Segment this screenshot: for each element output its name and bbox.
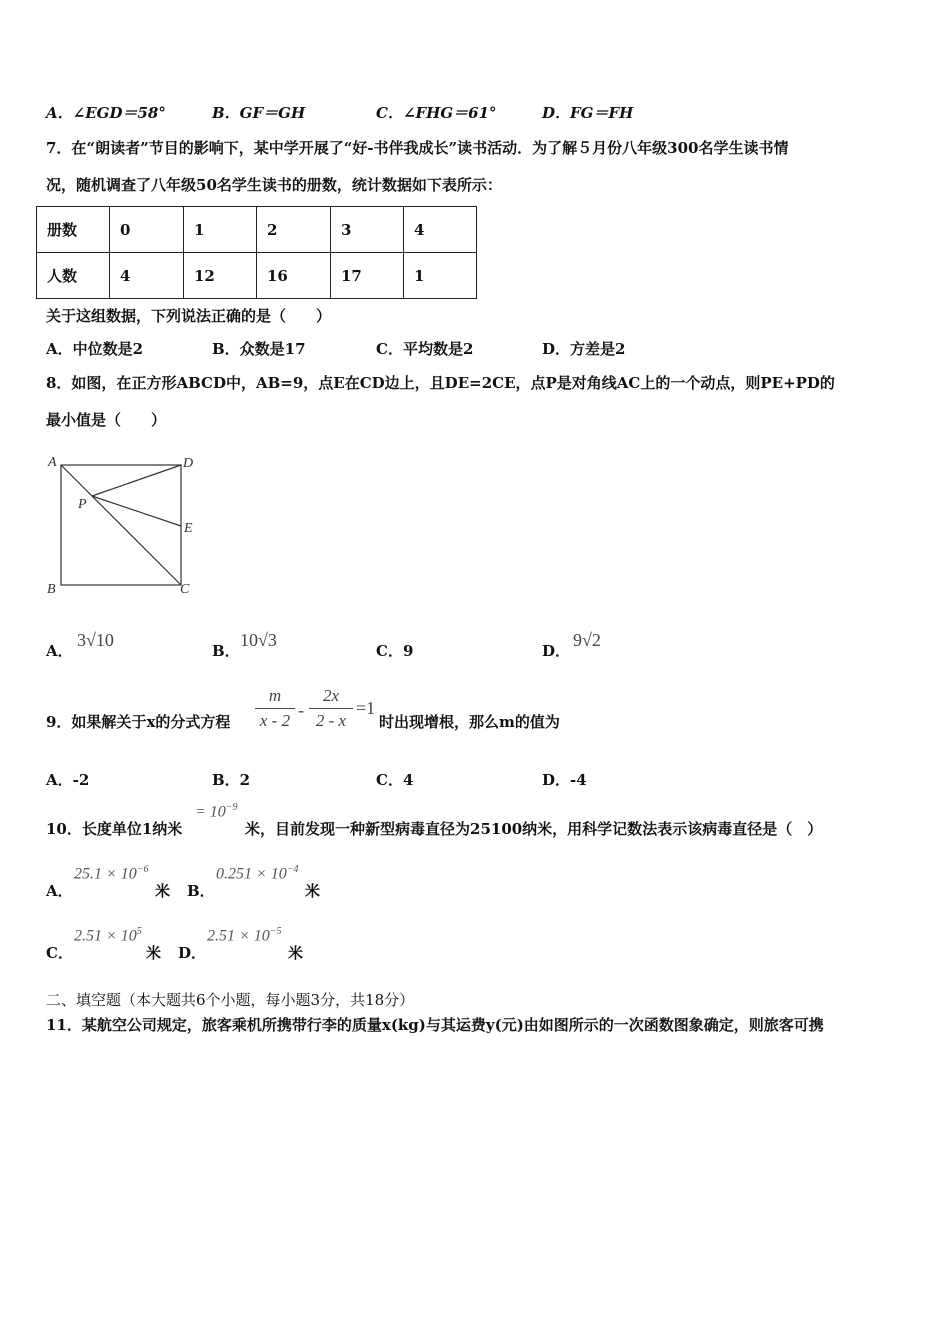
q8-line1: 8．如图，在正方形ABCD中，AB=9，点E在CD边上，且DE=2CE，点P是对角线AC上的一个动点，则PE+PD的: [46, 374, 835, 392]
q10-option-b-base: 0.251 × 10: [216, 865, 287, 883]
q9-prefix: 9．如果解关于x的分式方程: [46, 713, 231, 731]
q8-option-b: [212, 640, 240, 661]
table-cell: 3: [331, 207, 404, 253]
q10-option-b-value: [216, 864, 299, 883]
table-cell: 0: [110, 207, 184, 253]
q10-option-a-value: [74, 864, 149, 883]
q10-prefix: 10．长度单位1纳米: [46, 820, 183, 838]
q9-equals-one: =1: [356, 698, 376, 718]
table-cell: 1: [404, 253, 477, 299]
q10-option-a-base: 25.1 × 10: [74, 865, 137, 883]
table-cell: 17: [331, 253, 404, 299]
q7-line1: 7．在“朗读者”节目的影响下，某中学开展了“好-书伴我成长”读书活动．为了解５月份八年级300名学生读书情: [46, 139, 789, 157]
q8-option-a-value: 3√10: [77, 630, 114, 650]
q10-eq-base: = 10: [195, 803, 226, 821]
q6-option-c: C．∠FHG＝61°: [376, 104, 497, 122]
label-e: E: [184, 521, 193, 536]
q11-line1: 11．某航空公司规定，旅客乘机所携带行李的质量x(kg)与其运费y(元)由如图所示的一次函数图象确定，则旅客可携: [46, 1016, 824, 1034]
table-cell: 4: [404, 207, 477, 253]
q10-option-d-base: 2.51 × 10: [207, 927, 270, 945]
label-a: A: [48, 455, 57, 470]
label-c: C: [180, 582, 190, 597]
q10-eq-exp: −9: [225, 802, 238, 813]
q9-option-a: A．-2: [46, 771, 90, 789]
q9-frac2-numerator: 2x: [322, 686, 340, 705]
q10-option-a-exp: −6: [136, 864, 149, 875]
q9-frac1-numerator: m: [268, 686, 282, 705]
table-cell: 12: [184, 253, 257, 299]
q7-option-b: B．众数是17: [212, 340, 306, 358]
q6-option-d: D．FG＝FH: [542, 104, 634, 122]
q9-option-d: D．-4: [542, 771, 587, 789]
table-cell: 2: [257, 207, 331, 253]
label-d: D: [183, 456, 194, 471]
q8-option-d-value: 9√2: [573, 630, 601, 650]
q8-option-c: C．9: [376, 642, 414, 660]
table-row-books: [37, 207, 477, 253]
q9-options: [0, 769, 950, 791]
q10-option-c-value: [74, 926, 142, 945]
segment-pe: [92, 496, 181, 526]
q7-data-table: [36, 206, 477, 299]
q9-suffix: 时出现增根，那么m的值为: [379, 713, 560, 731]
q10-option-c-label: C．: [46, 944, 73, 962]
q10-option-a-label: A．: [46, 882, 73, 900]
q10-option-d-label: D．: [178, 944, 207, 962]
q10-option-a-unit: 米: [155, 882, 171, 900]
q6-option-a: A．∠EGD＝58°: [46, 104, 166, 122]
q10-option-c-unit: 米: [146, 944, 162, 962]
q8-option-b-label: B．: [212, 642, 240, 660]
label-b: B: [47, 582, 56, 597]
q8-option-d: [542, 640, 570, 661]
table-cell: 4: [110, 253, 184, 299]
q9-fraction-1: [255, 686, 295, 731]
q10-option-d-value: [207, 926, 282, 945]
q9-fraction-2: [309, 686, 353, 731]
table-cell: 16: [257, 253, 331, 299]
q10-option-d-unit: 米: [288, 944, 304, 962]
table-row-people: [37, 253, 477, 299]
q8-option-a: [46, 640, 73, 661]
q6-option-b: B．GF＝GH: [212, 104, 306, 122]
q7-option-a: A．中位数是2: [46, 340, 144, 358]
q10-option-c-base: 2.51 × 10: [74, 927, 137, 945]
q8-option-b-value: 10√3: [240, 630, 277, 650]
q7-option-c: C．平均数是2: [376, 340, 474, 358]
q8-options: [0, 628, 950, 662]
q8-line2: 最小值是（ ）: [46, 411, 167, 429]
q6-options: [0, 102, 950, 124]
q9-frac2-denominator: 2 - x: [315, 711, 347, 730]
table-cell: 册数: [37, 207, 110, 253]
q10-suffix: 米，目前发现一种新型病毒直径为25100纳米，用科学记数法表示该病毒直径是（ ）: [245, 820, 823, 838]
q10-nanometer-value: [195, 802, 238, 821]
q10-options-row-1: [0, 862, 950, 902]
q10-options-row-2: [0, 924, 950, 964]
q10-option-b-label: B．: [187, 882, 215, 900]
fraction-bar: [255, 708, 295, 709]
q8-option-a-label: A．: [46, 642, 73, 660]
diagonal-ac: [61, 465, 181, 585]
q9-option-b: B．2: [212, 771, 251, 789]
q9-minus: -: [298, 700, 304, 720]
q10-option-b-exp: −4: [286, 864, 299, 875]
label-p: P: [78, 497, 87, 512]
q8-square-figure: [40, 450, 210, 600]
section2-title: 二、填空题（本大题共6个小题，每小题3分，共18分）: [46, 991, 415, 1009]
q8-option-d-label: D．: [542, 642, 571, 660]
q10-option-d-exp: −5: [269, 926, 282, 937]
q9-frac1-denominator: x - 2: [259, 711, 291, 730]
q10-option-c-exp: 5: [136, 926, 142, 937]
q7-line2: 况，随机调查了八年级50名学生读书的册数，统计数据如下表所示：: [46, 176, 502, 194]
q10-option-b-unit: 米: [305, 882, 321, 900]
fraction-bar: [309, 708, 353, 709]
table-cell: 1: [184, 207, 257, 253]
q9-option-c: C．4: [376, 771, 414, 789]
q7-option-d: D．方差是2: [542, 340, 626, 358]
q7-question: 关于这组数据，下列说法正确的是（ ）: [46, 307, 332, 325]
segment-pd: [92, 465, 181, 496]
q7-options: [0, 338, 950, 360]
table-cell: 人数: [37, 253, 110, 299]
